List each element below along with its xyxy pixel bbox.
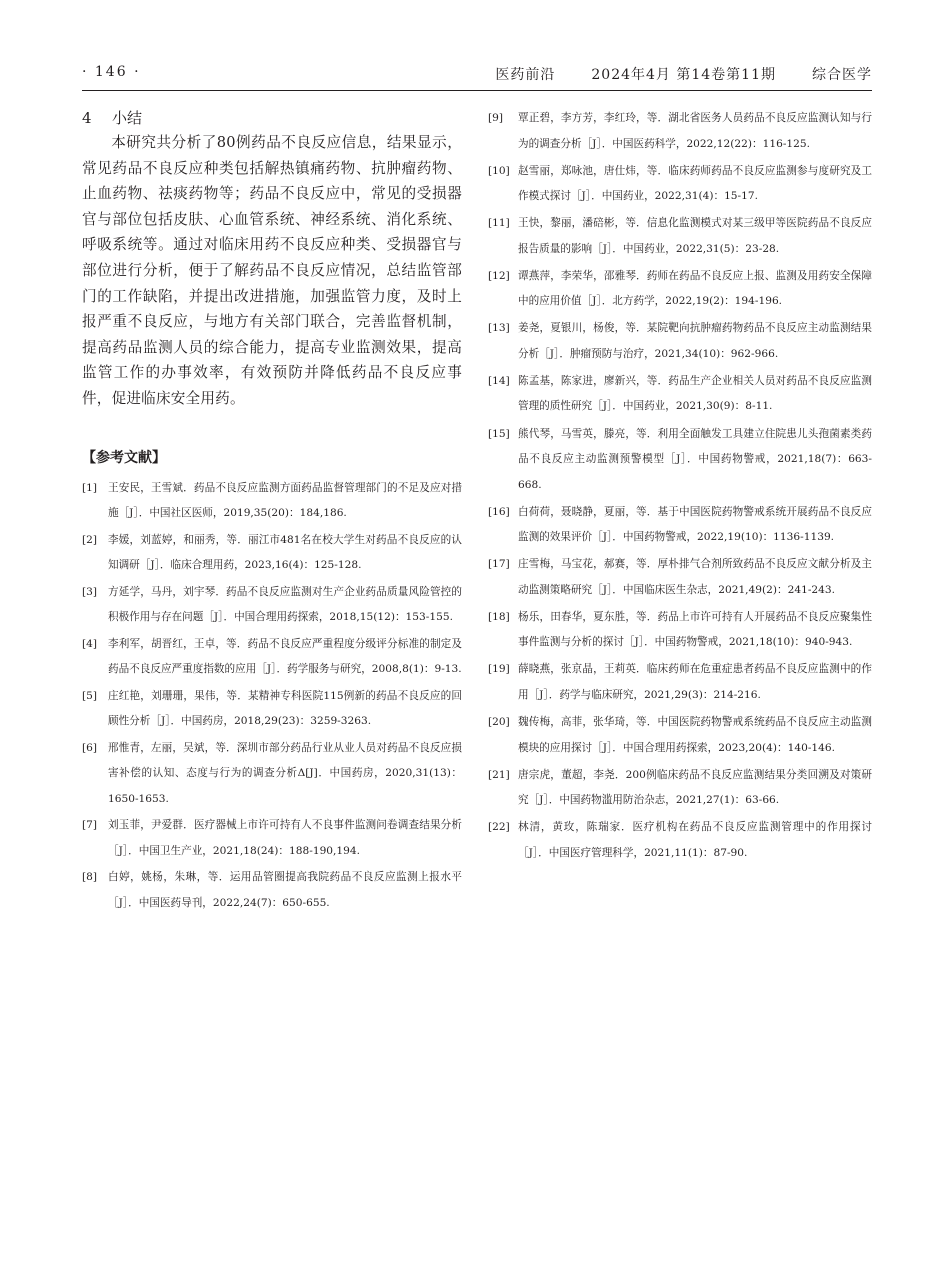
reference-number: [5] [82, 689, 98, 702]
right-column [488, 106, 872, 868]
references-list-left [82, 476, 462, 917]
section-title: 小结 [112, 109, 143, 127]
reference-text: 王快，黎丽，潘碚彬，等．信息化监测模式对某三级甲等医院药品不良反应报告质量的影响［J］．中国药业，2022,31(5)：23-28. [518, 217, 872, 255]
reference-item [488, 552, 872, 603]
reference-number: [2] [82, 533, 98, 546]
reference-text: 陈孟基，陈家进，廖新兴，等．药品生产企业相关人员对药品不良反应监测管理的质性研究［J］．中国药业，2021,30(9)：8-11. [518, 374, 872, 413]
reference-item [488, 369, 872, 420]
reference-number: [8] [82, 871, 98, 884]
reference-item [488, 605, 872, 656]
reference-number: [6] [82, 741, 98, 754]
reference-number: [21] [488, 768, 510, 781]
reference-text: 姜尧，夏银川，杨俊，等．某院靶向抗肿瘤药物药品不良反应主动监测结果分析［J］．肿瘤预防与治疗，2021,34(10)：962-966. [518, 322, 872, 360]
reference-number: [3] [82, 585, 98, 598]
journal-section: 综合医学 [812, 67, 872, 83]
reference-text: 熊代琴，马雪英，滕亮，等．利用全面触发工具建立住院患儿头孢菌素类药品不良反应主动监测预警模型［J］．中国药物警戒，2021,18(7)：663-668. [518, 427, 872, 491]
references-list-right [488, 106, 872, 866]
reference-text: 庄红艳，刘珊珊，果伟，等．某精神专科医院115例新的药品不良反应的回顾性分析［J］．中国药房，2018,29(23)：3259-3263. [108, 689, 462, 728]
reference-text: 方延学，马丹，刘宇琴．药品不良反应监测对生产企业药品质量风险管控的积极作用与存在问题［J］．中国合理用药探索，2018,15(12)：153-155. [108, 585, 462, 624]
reference-text: 赵雪丽，郑咏池，唐仕炜，等．临床药师药品不良反应监测参与度研究及工作模式探讨［J］．中国药业，2022,31(4)：15-17. [518, 164, 872, 203]
reference-item [488, 815, 872, 866]
reference-text: 覃正碧，李方芳，李红玲，等．湖北省医务人员药品不良反应监测认知与行为的调查分析［J］．中国医药科学，2022,12(22)：116-125. [518, 112, 872, 150]
reference-item [82, 684, 462, 735]
reference-number: [17] [488, 558, 510, 571]
reference-text: 李利军，胡晋红，王卓，等．药品不良反应严重程度分级评分标准的制定及药品不良反应严重度指数的应用［J］．药学服务与研究，2008,8(1)：9-13. [108, 637, 462, 676]
reference-number: [19] [488, 663, 510, 676]
reference-item [82, 632, 462, 683]
header-rule [82, 90, 872, 91]
reference-number: [11] [488, 217, 510, 230]
running-header [82, 64, 872, 84]
header-journal-info [495, 64, 872, 84]
reference-text: 李媛，刘蓝婷，和丽秀，等．丽江市481名在校大学生对药品不良反应的认知调研［J］．临床合理用药，2023,16(4)：125-128. [108, 533, 462, 572]
reference-item [488, 422, 872, 499]
reference-item [488, 159, 872, 210]
reference-text: 唐宗虎，董超，李尧．200例临床药品不良反应监测结果分类回溯及对策研究［J］．中国药物滥用防治杂志，2021,27(1)：63-66. [518, 768, 872, 807]
reference-item [488, 500, 872, 551]
reference-text: 邢惟青，左丽，吴斌，等．深圳市部分药品行业从业人员对药品不良反应损害补偿的认知、态度与行为的调查分析Δ[J]．中国药房，2020,31(13)：1650-1653. [108, 741, 462, 805]
reference-item [82, 736, 462, 813]
reference-item [82, 528, 462, 579]
summary-paragraph: 本研究共分析了80例药品不良反应信息，结果显示，常见药品不良反应种类包括解热镇痛药物、抗肿瘤药物、止血药物、祛痰药物等；药品不良反应中，常见的受损器官与部位包括皮肤、心血管系统、神经系统、消化系统、呼吸系统等。通过对临床用药不良反应种类、受损器官与部位进行分析，便于了解药品不良反应情况，总结监管部门的工作缺陷，并提出改进措施，加强监管力度，及时上报严重不良反应，与地方有关部门联合，完善监督机制，提高药品监测人员的综合能力，提高专业监测效果，提高监管工作的办事效率，有效预防并降低药品不良反应事件，促进临床安全用药。 [82, 134, 462, 407]
reference-number: [4] [82, 637, 98, 650]
journal-name: 医药前沿 [495, 67, 556, 83]
reference-number: [22] [488, 821, 510, 834]
reference-item [488, 316, 872, 367]
reference-number: [14] [488, 374, 510, 387]
reference-item [488, 106, 872, 157]
references-heading: 【参考文献】 [82, 449, 166, 466]
section-heading [82, 106, 462, 130]
reference-text: 刘玉菲，尹爱群．医疗器械上市许可持有人不良事件监测问卷调查结果分析［J］．中国卫生产业，2021,18(24)：188-190,194. [108, 819, 462, 857]
reference-number: [9] [488, 112, 504, 124]
reference-item [488, 264, 872, 315]
reference-text: 庄雪梅，马宝花，郝赛，等．厚朴排气合剂所致药品不良反应文献分析及主动监测策略研究［J］．中国临床医生杂志，2021,49(2)：241-243. [518, 558, 872, 596]
reference-number: [1] [82, 481, 98, 494]
reference-text: 魏传梅，高菲，张华琦，等．中国医院药物警戒系统药品不良反应主动监测模块的应用探讨［J］．中国合理用药探索，2023,20(4)：140-146. [518, 716, 872, 754]
reference-text: 白荷荷，聂晓静，夏丽，等．基于中国医院药物警戒系统开展药品不良反应监测的效果评价［J］．中国药物警戒，2022,19(10)：1136-1139. [518, 505, 872, 544]
reference-text: 杨乐，田春华，夏东胜，等．药品上市许可持有人开展药品不良反应聚集性事件监测与分析的探讨［J］．中国药物警戒，2021,18(10)：940-943. [518, 610, 872, 649]
reference-number: [12] [488, 269, 510, 282]
reference-number: [10] [488, 164, 510, 177]
reference-item [82, 476, 462, 527]
reference-item [488, 211, 872, 262]
reference-text: 薛晓燕，张京晶，王莉英．临床药师在危重症患者药品不良反应监测中的作用［J］．药学与临床研究，2021,29(3)：214-216. [518, 663, 872, 701]
reference-item [488, 710, 872, 761]
reference-number: [18] [488, 610, 510, 623]
reference-number: [15] [488, 427, 510, 440]
reference-item [82, 580, 462, 631]
left-column [82, 106, 462, 917]
reference-text: 王安民，王雪斌．药品不良反应监测方面药品监督管理部门的不足及应对措施［J］．中国社区医师，2019,35(20)：184,186. [108, 481, 462, 520]
reference-text: 林清，黄玫，陈瑞家．医疗机构在药品不良反应监测管理中的作用探讨［J］．中国医疗管理科学，2021,11(1)：87-90. [518, 821, 872, 859]
reference-number: [20] [488, 716, 510, 729]
journal-issue: 2024年4月 第14卷第11期 [591, 67, 776, 83]
reference-number: [16] [488, 505, 510, 518]
reference-item [82, 865, 462, 916]
reference-number: [7] [82, 819, 98, 832]
reference-number: [13] [488, 322, 510, 335]
reference-item [488, 763, 872, 814]
page-number: · 146 · [82, 64, 141, 80]
reference-text: 谭燕萍，李荣华，邵雅琴．药师在药品不良反应上报、监测及用药安全保障中的应用价值［J］．北方药学，2022,19(2)：194-196. [518, 269, 872, 308]
reference-item [82, 813, 462, 864]
reference-text: 白婷，姚杨，朱琳，等．运用品管圈提高我院药品不良反应监测上报水平［J］．中国医药导刊，2022,24(7)：650-655. [108, 871, 462, 909]
section-number: 4 [82, 109, 92, 127]
reference-item [488, 657, 872, 708]
